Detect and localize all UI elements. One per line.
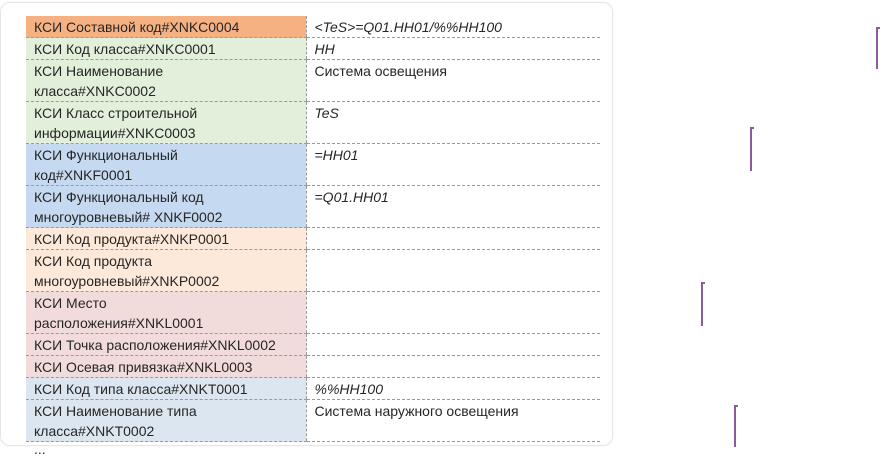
table-row (26, 186, 600, 228)
table-row (26, 356, 600, 378)
property-name: КСИ Наименование класса#XNKC0002 (26, 60, 306, 102)
table-row (26, 378, 600, 400)
more-ellipsis: ... (34, 441, 46, 457)
table-row (26, 250, 600, 292)
table-row (26, 334, 600, 356)
property-name: КСИ Функциональный код многоуровневый# XNKF0002 (26, 186, 306, 228)
table-row (26, 60, 600, 102)
property-name: КСИ Код продукта многоуровневый#XNKP0002 (26, 250, 306, 292)
property-name: КСИ Код класса#XNKC0001 (26, 38, 306, 60)
property-value (306, 334, 600, 356)
table-row (26, 144, 600, 186)
property-name: КСИ Составной код#XNKC0004 (26, 16, 306, 38)
table-row (26, 38, 600, 60)
property-value (306, 356, 600, 378)
property-value: Система освещения (306, 60, 600, 102)
table-row (26, 292, 600, 334)
table-row (26, 400, 600, 442)
table-row (26, 16, 600, 38)
property-value: =HH01 (306, 144, 600, 186)
property-name: КСИ Осевая привязка#XNKL0003 (26, 356, 306, 378)
property-value (306, 292, 600, 334)
property-value: HH (306, 38, 600, 60)
property-value: <TeS>=Q01.HH01/%%HH100 (306, 16, 600, 38)
property-value: TeS (306, 102, 600, 144)
property-value (306, 228, 600, 250)
property-name: КСИ Код продукта#XNKP0001 (26, 228, 306, 250)
properties-table (26, 16, 600, 442)
property-name: КСИ Наименование типа класса#XNKT0002 (26, 400, 306, 442)
bracket-mark-4 (734, 405, 736, 447)
property-value: =Q01.HH01 (306, 186, 600, 228)
property-name: КСИ Место расположения#XNKL0001 (26, 292, 306, 334)
bracket-mark-1 (876, 27, 878, 69)
bracket-mark-3 (701, 282, 703, 326)
bracket-mark-2 (750, 127, 752, 171)
property-value: Система наружного освещения (306, 400, 600, 442)
table-row (26, 102, 600, 144)
property-name: КСИ Класс строительной информации#XNKC0003 (26, 102, 306, 144)
property-value: %%HH100 (306, 378, 600, 400)
properties-panel (0, 2, 613, 457)
table-row (26, 228, 600, 250)
property-name: КСИ Точка расположения#XNKL0002 (26, 334, 306, 356)
property-name: КСИ Код типа класса#XNKT0001 (26, 378, 306, 400)
property-value (306, 250, 600, 292)
property-name: КСИ Функциональный код#XNKF0001 (26, 144, 306, 186)
